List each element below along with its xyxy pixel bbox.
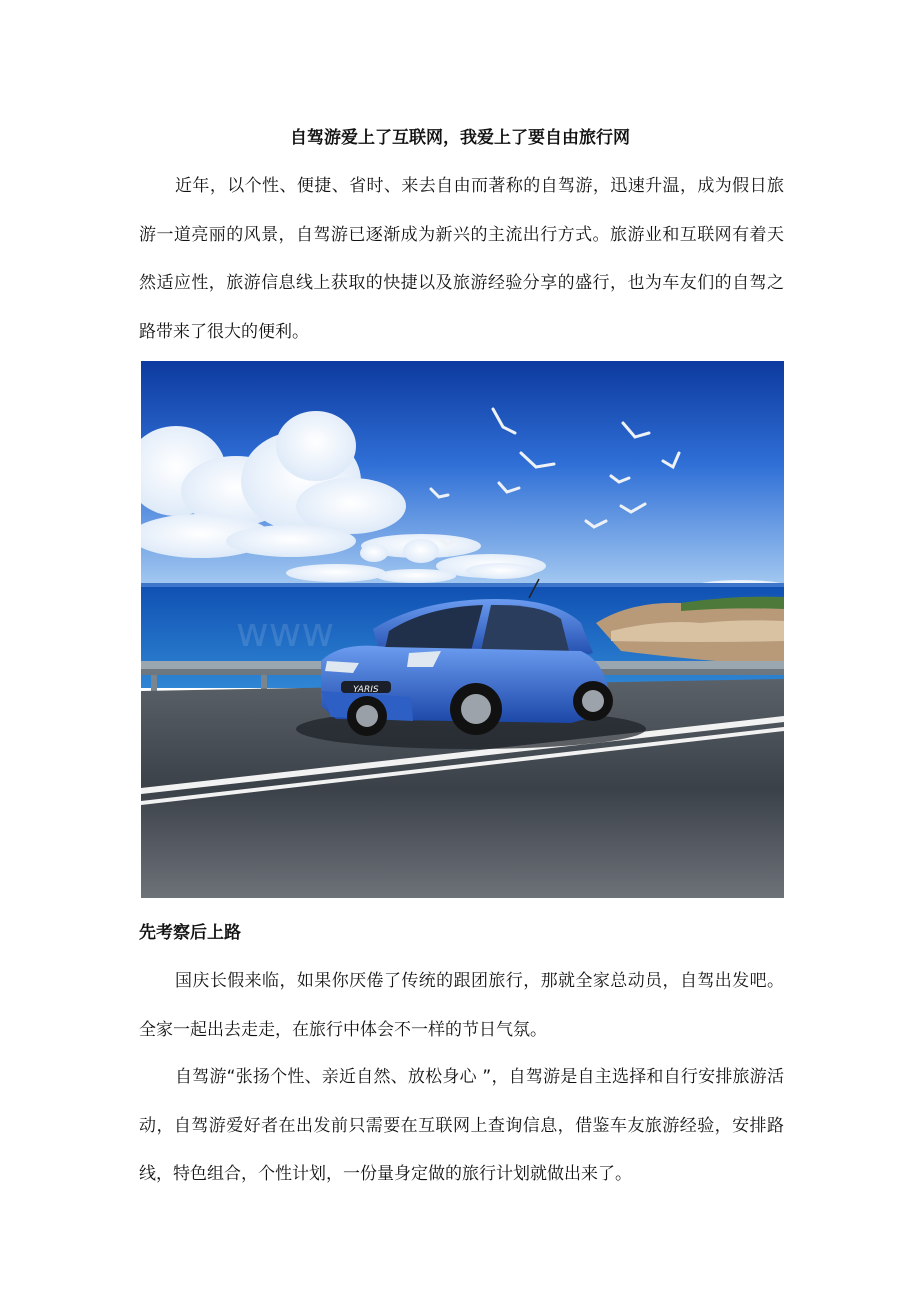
- article-title: 自驾游爱上了互联网，我爱上了要自由旅行网: [290, 128, 630, 148]
- section-paragraph-1: 国庆长假来临，如果你厌倦了传统的跟团旅行，那就全家总动员，自驾出发吧。全家一起出去走走，在旅行中体会不一样的节日气氛。: [139, 971, 784, 1040]
- car-photo: [141, 361, 784, 898]
- car-photo-illustration: [141, 361, 784, 898]
- watermark-text: www: [236, 610, 335, 656]
- intro-paragraph: 近年，以个性、便捷、省时、来去自由而著称的自驾游，迅速升温，成为假日旅游一道亮丽的风景，自驾游已逐渐成为新兴的主流出行方式。旅游业和互联网有着天然适应性，旅游信息线上获取的快捷以及旅游经验分享的盛行，也为车友们的自驾之路带来了很大的便利。: [139, 176, 784, 342]
- car-badge: YARIS: [353, 685, 379, 695]
- section-paragraph-2: 自驾游“张扬个性、亲近自然、放松身心 ”，自驾游是自主选择和自行安排旅游活动，自驾游爱好者在出发前只需要在互联网上查询信息，借鉴车友旅游经验，安排路线，特色组合，个性计划，一份量身定做的旅行计划就做出来了。: [139, 1067, 784, 1184]
- section-heading: 先考察后上路: [139, 923, 241, 943]
